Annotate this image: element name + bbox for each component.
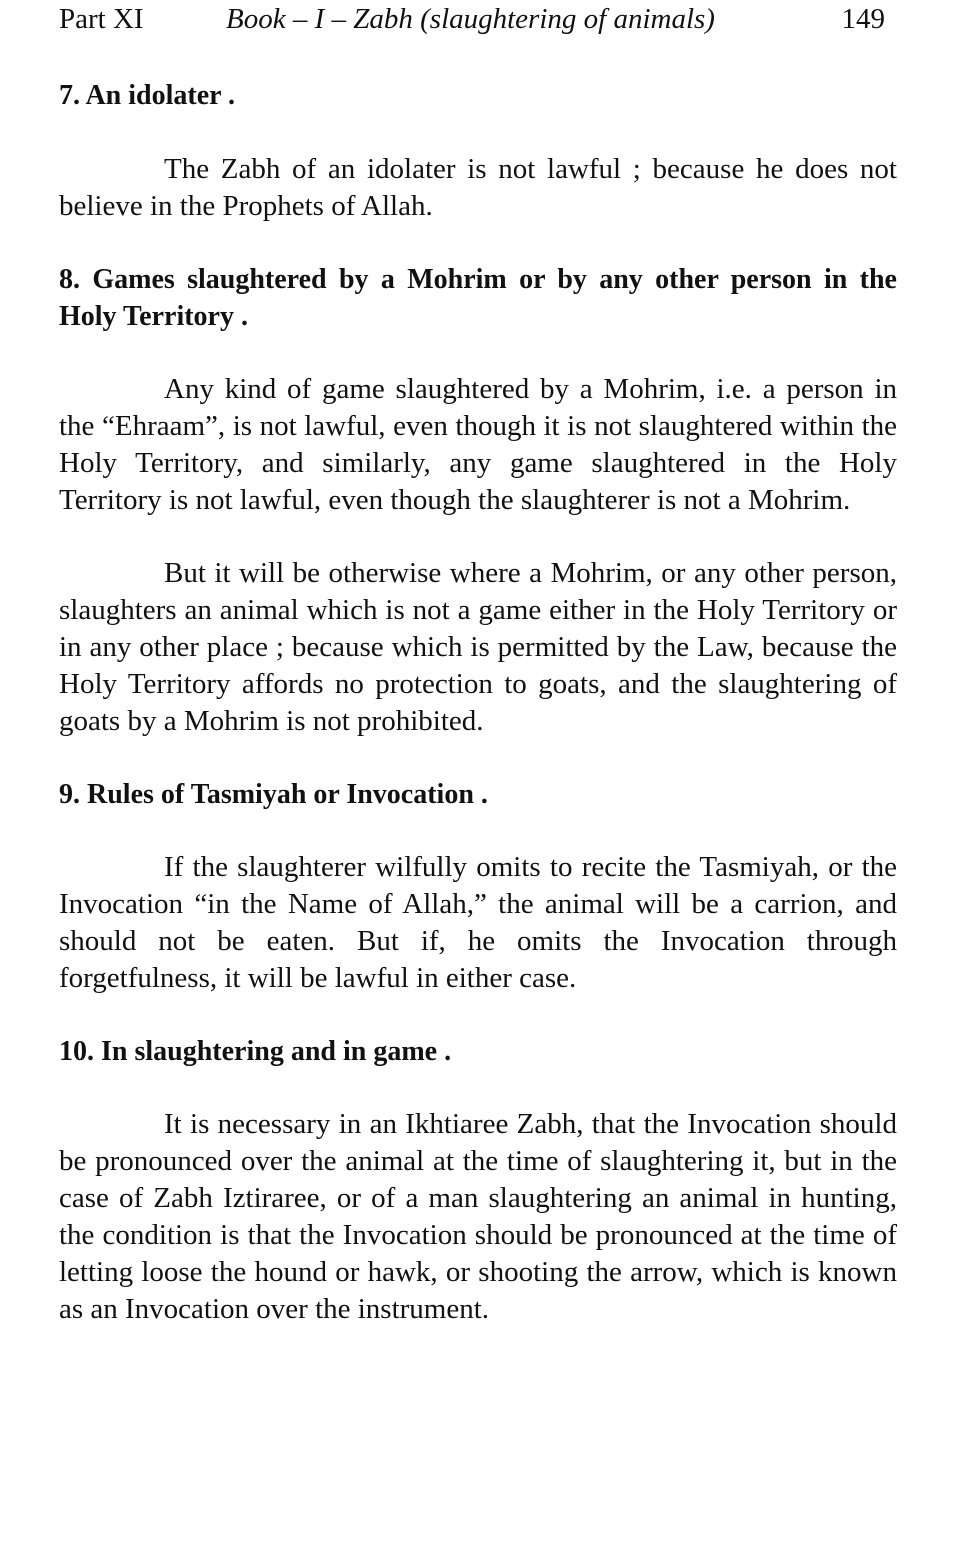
page-number: 149: [841, 3, 885, 35]
section-8-paragraph-2: But it will be otherwise where a Mohrim, or any other person, slaughters an animal which is not a game either in the Holy Territory or in any other place ; because which is permitted by the Law, because the Holy Territory affords no protection to goats, and the slaughtering of goats by a Mohrim is not prohibited.: [59, 557, 897, 737]
section-heading-9: 9. Rules of Tasmiyah or Invocation .: [59, 779, 488, 810]
section-heading-7: 7. An idolater .: [59, 80, 236, 111]
running-header: [59, 0, 897, 46]
section-9-paragraph: If the slaughterer wilfully omits to recite the Tasmiyah, or the Invocation “in the Name of Allah,” the animal will be a carrion, and should not be eaten. But if, he omits the Invocation through forgetfulness, it will be lawful in either case.: [59, 851, 897, 994]
header-part: Part XI: [59, 3, 144, 35]
section-10-paragraph: It is necessary in an Ikhtiaree Zabh, that the Invocation should be pronounced over the animal at the time of slaughtering it, but in the case of Zabh Iztiraree, or of a man slaughtering an animal in hunting, the condition is that the Invocation should be pronounced at the time of letting loose the hound or hawk, or shooting the arrow, which is known as an Invocation over the instrument.: [59, 1108, 897, 1325]
header-title: Book – I – Zabh (slaughtering of animals): [226, 3, 715, 35]
document-page: [59, 0, 897, 1328]
section-heading-8: 8. Games slaughtered by a Mohrim or by any other person in the Holy Territory .: [59, 264, 897, 332]
section-heading-10: 10. In slaughtering and in game .: [59, 1036, 452, 1067]
section-8-paragraph-1: Any kind of game slaughtered by a Mohrim, i.e. a person in the “Ehraam”, is not lawful, even though it is not slaughtered within the Holy Territory, and similarly, any game slaughtered in the Holy Territory is not lawful, even though the slaughterer is not a Mohrim.: [59, 373, 897, 516]
section-7-paragraph: The Zabh of an idolater is not lawful ; because he does not believe in the Prophets of Allah.: [59, 153, 897, 222]
